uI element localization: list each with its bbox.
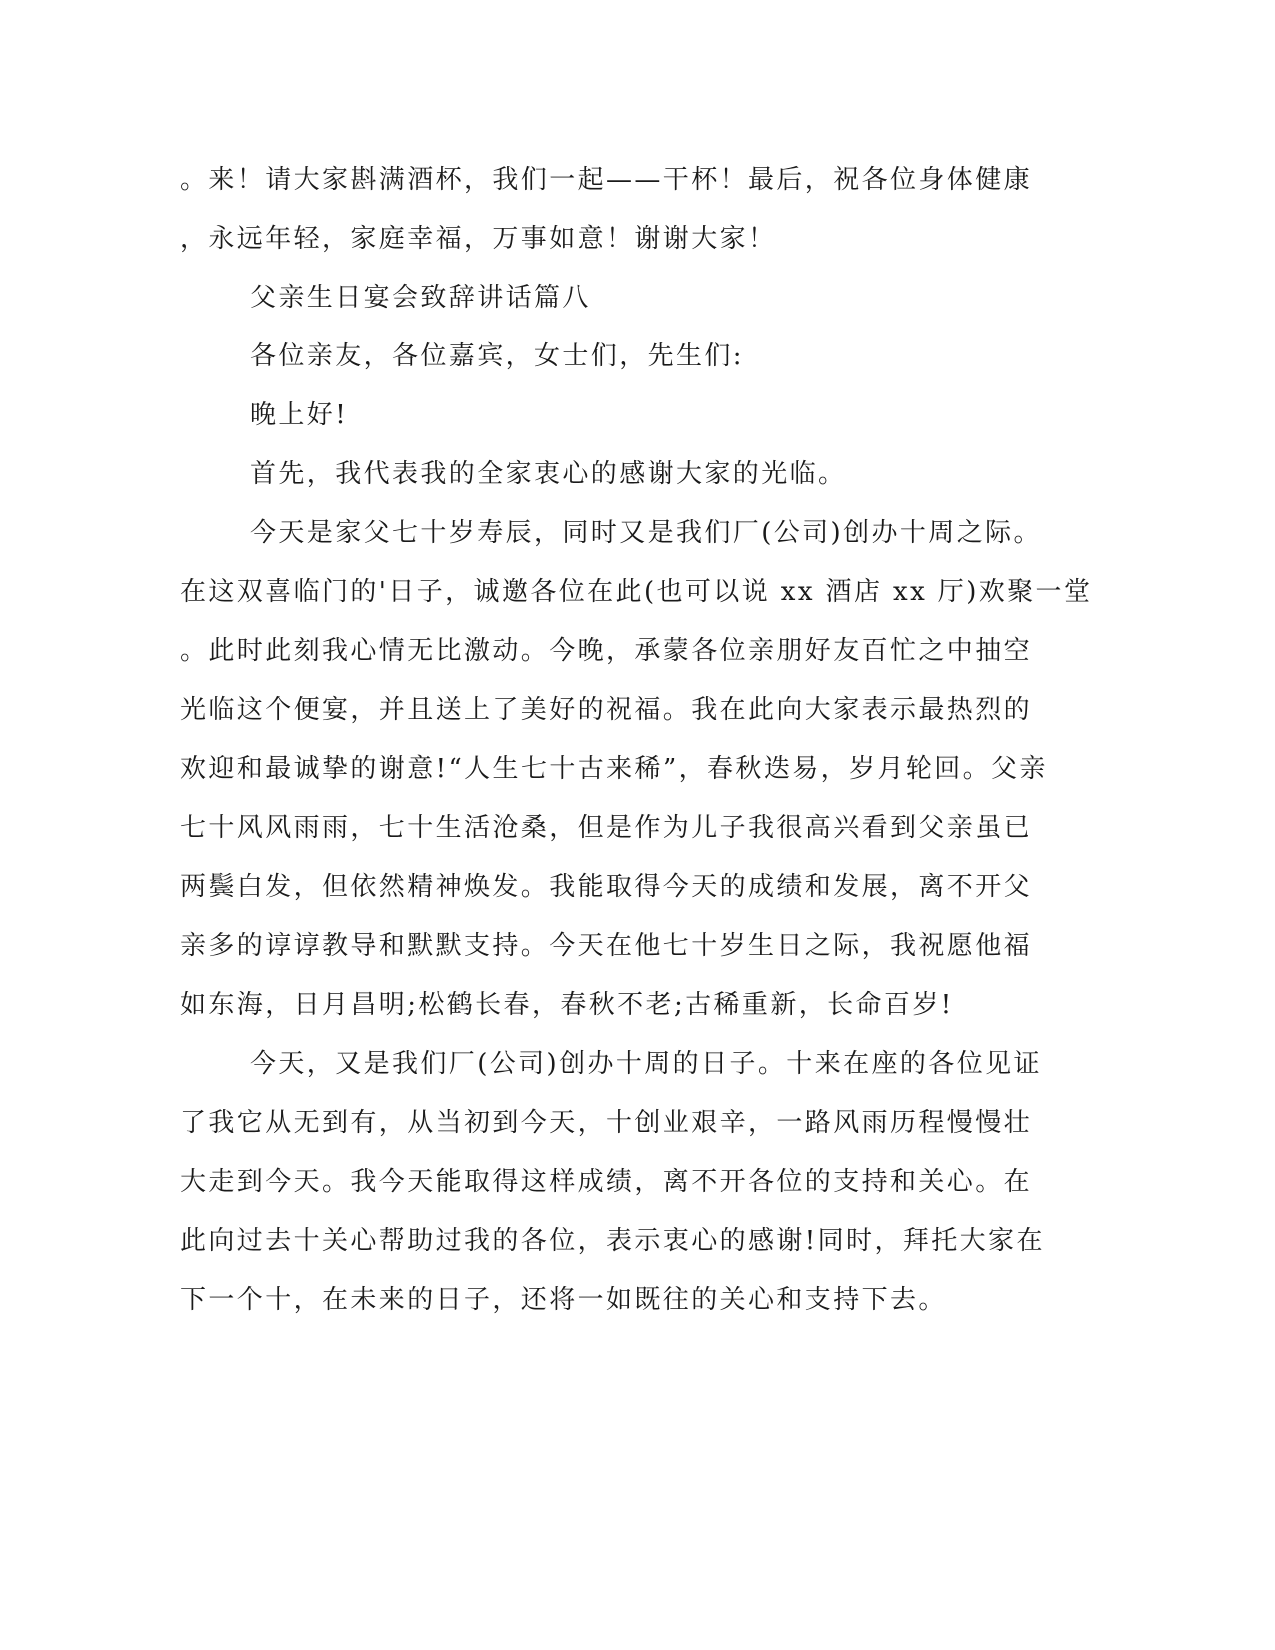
text-line: 光临这个便宴，并且送上了美好的祝福。我在此向大家表示最热烈的 xyxy=(180,695,1033,725)
text-line: 此向过去十关心帮助过我的各位，表示衷心的感谢!同时，拜托大家在 xyxy=(180,1226,1045,1256)
text-line: 了我它从无到有，从当初到今天，十创业艰辛，一路风雨历程慢慢壮 xyxy=(180,1108,1033,1138)
text-line: 七十风风雨雨，七十生活沧桑，但是作为儿子我很高兴看到父亲虽已 xyxy=(180,813,1033,843)
text-line: 。来！请大家斟满酒杯，我们一起——干杯！最后，祝各位身体健康 xyxy=(180,165,1033,195)
salutation: 各位亲友，各位嘉宾，女士们，先生们: xyxy=(250,341,744,371)
text-line: ，永远年轻，家庭幸福，万事如意！谢谢大家！ xyxy=(180,224,777,254)
text-line: 。此时此刻我心情无比激动。今晚，承蒙各位亲朋好友百忙之中抽空 xyxy=(180,636,1033,666)
text-line: 今天，又是我们厂(公司)创办十周的日子。十来在座的各位见证 xyxy=(250,1049,1042,1079)
text-line: 今天是家父七十岁寿辰，同时又是我们厂(公司)创办十周之际。 xyxy=(250,518,1042,548)
text-line: 大走到今天。我今天能取得这样成绩，离不开各位的支持和关心。在 xyxy=(180,1167,1033,1197)
text-line: 两鬓白发，但依然精神焕发。我能取得今天的成绩和发展，离不开父 xyxy=(180,872,1033,902)
text-line: 首先，我代表我的全家衷心的感谢大家的光临。 xyxy=(250,459,847,489)
text-line: 在这双喜临门的'日子，诚邀各位在此(也可以说 xx 酒店 xx 厅)欢聚一堂 xyxy=(180,577,1093,607)
text-line: 下一个十，在未来的日子，还将一如既往的关心和支持下去。 xyxy=(180,1285,947,1315)
text-line: 欢迎和最诚挚的谢意!“人生七十古来稀”，春秋迭易，岁月轮回。父亲 xyxy=(180,754,1048,784)
text-line: 亲多的谆谆教导和默默支持。今天在他七十岁生日之际，我祝愿他福 xyxy=(180,931,1033,961)
text-line: 如东海，日月昌明;松鹤长春，春秋不老;古稀重新，长命百岁! xyxy=(180,990,954,1020)
section-heading: 父亲生日宴会致辞讲话篇八 xyxy=(250,283,591,313)
greeting: 晚上好! xyxy=(250,400,349,430)
